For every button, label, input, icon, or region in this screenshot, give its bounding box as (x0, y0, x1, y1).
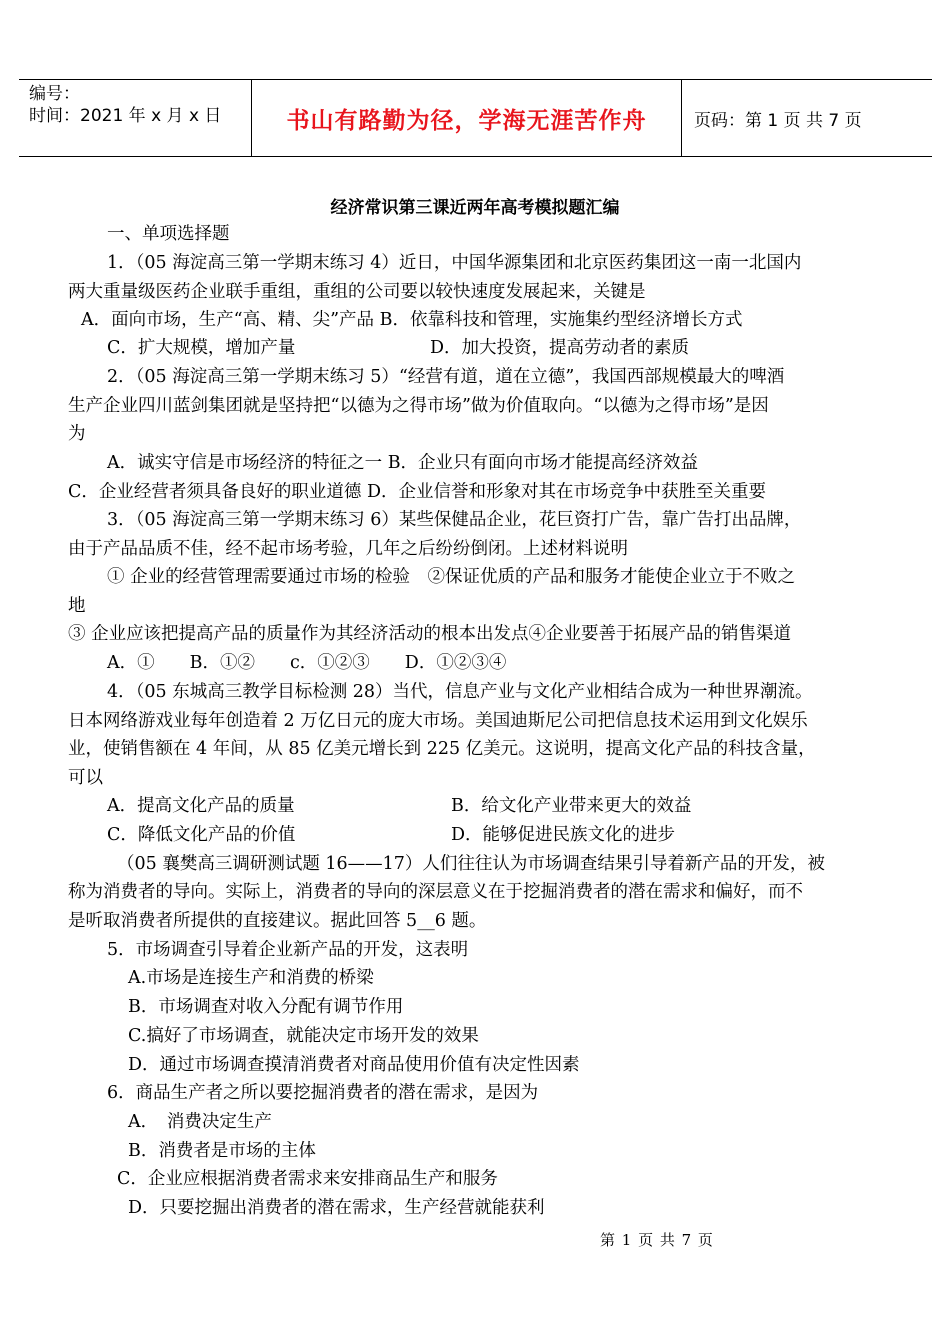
question-5-stem: 5．市场调查引导着企业新产品的开发，这表明 (107, 940, 469, 960)
question-4-stem-cont-2: 业，使销售额在 4 年间，从 85 亿美元增长到 225 亿美元。这说明，提高文化产品的科技含量， (68, 739, 816, 759)
question-1-option-c: C．扩大规模，增加产量 (107, 338, 296, 358)
time-label: 时间：2021 年 x 月 x 日 (29, 106, 222, 126)
question-2-stem-cont: 生产企业四川蓝剑集团就是坚持把“以德为之得市场”做为价值取向。“以德为之得市场”是因 (68, 396, 769, 416)
header-motto-cell (251, 80, 682, 156)
document-title: 经济常识第三课近两年高考模拟题汇编 (330, 198, 620, 218)
question-3-stem-cont: 由于产品品质不佳，经不起市场考验，几年之后纷纷倒闭。上述材料说明 (68, 539, 628, 559)
page-footer: 第 1 页 共 7 页 (600, 1231, 714, 1249)
question-5-option-a: A.市场是连接生产和消费的桥梁 (128, 968, 374, 988)
header-table (19, 79, 932, 157)
question-6-option-d: D．只要挖掘出消费者的潜在需求，生产经营就能获利 (128, 1198, 545, 1218)
question-4-option-a: A．提高文化产品的质量 (107, 796, 295, 816)
section-heading: 一、单项选择题 (107, 224, 230, 244)
question-3-statement-34: ③ 企业应该把提高产品的质量作为其经济活动的根本出发点④企业要善于拓展产品的销售渠道 (68, 624, 792, 644)
question-5-option-c: C.搞好了市场调查，就能决定市场开发的效果 (128, 1026, 479, 1046)
page-info: 页码：第 1 页 共 7 页 (694, 110, 862, 131)
question-4-stem-cont-1: 日本网络游戏业每年创造着 2 万亿日元的庞大市场。美国迪斯尼公司把信息技术运用到文化娱乐 (68, 711, 808, 731)
material-paragraph-3: 是听取消费者所提供的直接建议。据此回答 5__6 题。 (68, 911, 487, 931)
question-4-option-b: B．给文化产业带来更大的效益 (451, 796, 692, 816)
question-3-statement-cont: 地 (68, 596, 86, 616)
question-2-options-ab: A．诚实守信是市场经济的特征之一 B．企业只有面向市场才能提高经济效益 (107, 453, 699, 473)
question-3-options: A．① B．①② c．①②③ D．①②③④ (107, 653, 507, 673)
question-6-stem: 6．商品生产者之所以要挖掘消费者的潜在需求，是因为 (107, 1083, 539, 1103)
question-4-option-c: C．降低文化产品的价值 (107, 825, 296, 845)
question-2-stem-end: 为 (68, 424, 86, 444)
header-meta-cell (19, 80, 251, 156)
question-6-option-a: A． 消费决定生产 (128, 1112, 272, 1132)
question-5-option-d: D．通过市场调查摸清消费者对商品使用价值有决定性因素 (128, 1055, 580, 1075)
question-4-stem-end: 可以 (68, 768, 103, 788)
question-1-option-d: D．加大投资，提高劳动者的素质 (430, 338, 690, 358)
material-paragraph-1: （05 襄樊高三调研测试题 16——17）人们往往认为市场调查结果引导着新产品的开发，被 (117, 854, 825, 874)
question-3-statement-12: ① 企业的经营管理需要通过市场的检验 ②保证优质的产品和服务才能使企业立于不败之 (107, 567, 796, 587)
question-2-options-cd: C．企业经营者须具备良好的职业道德 D．企业信誉和形象对其在市场竞争中获胜至关重要 (68, 482, 766, 502)
question-5-option-b: B．市场调查对收入分配有调节作用 (128, 997, 404, 1017)
question-1-options-ab: A．面向市场，生产“高、精、尖”产品 B．依靠科技和管理，实施集约型经济增长方式 (81, 310, 743, 330)
motto-text: 书山有路勤为径，学海无涯苦作舟 (286, 106, 647, 134)
header-page-cell (682, 80, 932, 156)
question-1-stem-cont: 两大重量级医药企业联手重组，重组的公司要以较快速度发展起来，关键是 (68, 282, 646, 302)
question-3-stem: 3．（05 海淀高三第一学期末练习 6）某些保健品企业，花巨资打广告，靠广告打出品牌， (107, 510, 802, 530)
question-4-option-d: D．能够促进民族文化的进步 (451, 825, 676, 845)
number-label: 编号： (29, 84, 80, 104)
question-2-stem: 2．（05 海淀高三第一学期末练习 5）“经营有道，道在立德”，我国西部规模最大的啤酒 (107, 367, 785, 387)
question-6-option-b: B．消费者是市场的主体 (128, 1141, 316, 1161)
material-paragraph-2: 称为消费者的导向。实际上，消费者的导向的深层意义在于挖掘消费者的潜在需求和偏好，而不 (68, 882, 803, 902)
question-1-stem: 1．（05 海淀高三第一学期末练习 4）近日，中国华源集团和北京医药集团这一南一北国内 (107, 253, 802, 273)
question-4-stem: 4．（05 东城高三教学目标检测 28）当代，信息产业与文化产业相结合成为一种世界潮流。 (107, 682, 813, 702)
question-6-option-c: C．企业应根据消费者需求来安排商品生产和服务 (117, 1169, 498, 1189)
